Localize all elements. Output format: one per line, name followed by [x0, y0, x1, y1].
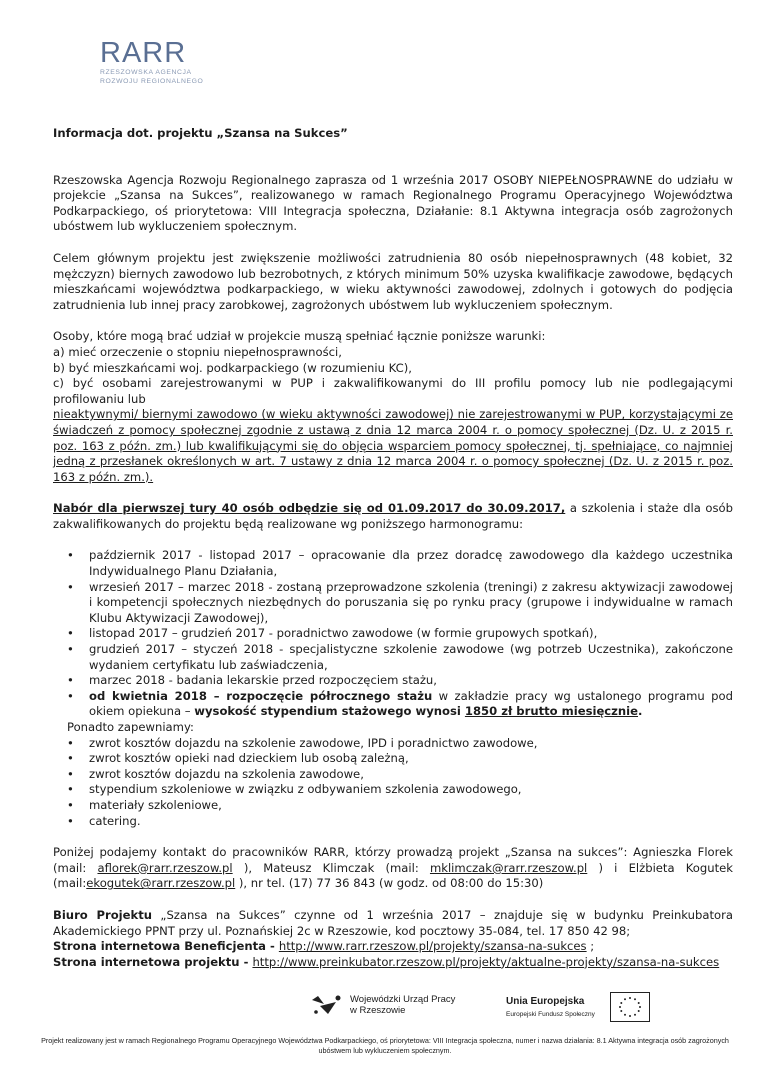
document-body [53, 126, 733, 970]
wup-emblem-icon [310, 992, 344, 1018]
list-item: • wrzesień 2017 – marzec 2018 - zostaną przeprowadzone szkolenia (treningi) z zakresu aktywizacji zawodowej i kompetencji społecznych niezbędnych do poruszania się po rynku pracy (grupowe i indywidualne w ramach Klubu Aktywizacji Zawodowej), [89, 580, 733, 627]
office-label: Biuro Projektu [53, 907, 153, 922]
internship-item: • od kwietnia 2018 – rozpoczęcie półrocznego stażu w zakładzie pracy wg ustalonego programu pod okiem opiekuna – wysokość stypendium stażowego wynosi 1850 zł brutto miesięcznie. [89, 689, 733, 720]
goal-paragraph: Celem głównym projektu jest zwiększenie możliwości zatrudnienia 80 osób niepełnosprawnych (48 kobiet, 32 mężczyzn) biernych zawodowo lub bezrobotnych, z których minimum 50% uzyska kwalifikacje zawodowe, będących mieszkańcami województwa podkarpackiego, w wieku aktywności zawodowej, zdolnych i gotowych do podjęcia zatrudnienia lub innej pracy zarobkowej, zagrożonych ubóstwem lub wykluczeniem społecznym. [53, 250, 733, 312]
condition-c-detail: nieaktywnymi/ biernymi zawodowo (w wieku aktywności zawodowej) nie zarejestrowanymi w PUP, korzystającymi ze świadczeń z pomocy społecznej zgodnie z ustawą z dnia 12 marca 2004 r. o pomocy społecznej (Dz. U. z 2015 r. poz. 163 z późn. zm.) lub kwalifikującymi się do objęcia wsparciem pomocy społecznej, tj. spełniające, co najmniej jedną z przesłanek określonych w art. 7 ustawy z dnia 12 marca 2004 r. o pomocy społecznej (Dz. U. z 2015 r. poz. 163 z późn. zm.). [53, 407, 733, 484]
internship-text: w zakładzie pracy wg ustalonego programu pod okiem opiekuna – [89, 688, 733, 719]
list-item: • stypendium szkoleniowe w związku z odbywaniem szkolenia zawodowego, [89, 782, 733, 798]
wup-line-1: Wojewódzki Urząd Pracy [350, 994, 456, 1005]
condition-b: b) być mieszkańcami woj. podkarpackiego (w rozumieniu KC), [53, 360, 412, 375]
eu-subtitle: Europejski Fundusz Społeczny [506, 1011, 595, 1018]
eu-label [506, 996, 595, 1019]
list-item: • materiały szkoleniowe, [89, 798, 733, 814]
footer-note: Projekt realizowany jest w ramach Regionalnego Programu Operacyjnego Województwa Podkarpackiego, oś priorytetowa: VIII Integracja społeczna, numer i nazwa działania: 8.1 Aktywna integracja osób zagrożonych ubóstwem lub wykluczeniem społecznym. [41, 1036, 729, 1055]
logo-name: RARR [100, 37, 187, 69]
email-link-florek[interactable]: aflorek@rarr.rzeszow.pl [97, 860, 233, 875]
list-item: • catering. [89, 814, 733, 830]
stipend-label: wysokość stypendium stażowego wynosi [194, 704, 465, 719]
list-item: • marzec 2018 - badania lekarskie przed rozpoczęciem stażu, [89, 673, 733, 689]
recruitment-paragraph [53, 501, 733, 532]
footer-logos [310, 992, 670, 1032]
list-item: • październik 2017 - listopad 2017 – opracowanie dla przez doradcę zawodowego dla każdego uczestnika Indywidualnego Planu Działania, [89, 548, 733, 579]
logo-line-2: ROZWOJU REGIONALNEGO [100, 78, 204, 85]
conditions-intro: Osoby, które mogą brać udział w projekcie muszą spełniać łącznie poniższe warunki: [53, 329, 546, 344]
document-title: Informacja dot. projektu „Szansa na Sukces” [53, 126, 348, 140]
intro-paragraph: Rzeszowska Agencja Rozwoju Regionalnego zaprasza od 1 września 2017 OSOBY NIEPEŁNOSPRAWNE do udziału w projekcie „Szansa na Sukces”, realizowanego w ramach Regionalnego Programu Operacyjnego Województwa Podkarpackiego, oś priorytetowa: VIII Integracja społeczna, Działanie: 8.1 Aktywna integracja osób zagrożonych ubóstwem lub wykluczeniem społecznym. [53, 172, 733, 234]
recruitment-dates: Nabór dla pierwszej tury 40 osób odbędzie się od 01.09.2017 do 30.09.2017, [53, 501, 566, 516]
beneficiary-website: Strona internetowa Beneficjenta - http://www.rarr.rzeszow.pl/projekty/szansa-na-sukces ; [53, 939, 595, 954]
list-item: • listopad 2017 – grudzień 2017 - poradnictwo zawodowe (w formie grupowych spotkań), [89, 626, 733, 642]
wup-logo [310, 992, 455, 1018]
office-paragraph: Biuro Projektu „Szansa na Sukces” czynne od 1 września 2017 – znajduje się w budynku Preinkubatora Akademickiego PPNT przy ul. Poznańskiej 2c w Rzeszowie, kod pocztowy 35-084, tel. 17 850 42 98; [53, 907, 733, 938]
email-link-kogutek[interactable]: ekogutek@rarr.rzeszow.pl [86, 876, 236, 891]
condition-a: a) mieć orzeczenie o stopniu niepełnosprawności, [53, 344, 342, 359]
condition-c: c) być osobami zarejestrowanymi w PUP i zakwalifikowanymi do III profilu pomocy lub nie podlegającymi profilowaniu lub [53, 376, 733, 406]
list-item: • zwrot kosztów dojazdu na szkolenie zawodowe, IPD i poradnictwo zawodowe, [89, 736, 733, 752]
wup-line-2: w Rzeszowie [350, 1005, 406, 1016]
list-item: • zwrot kosztów opieki nad dzieckiem lub osobą zależną, [89, 751, 733, 767]
stipend-amount: 1850 zł brutto miesięcznie [464, 704, 639, 719]
contact-paragraph: Poniżej podajemy kontakt do pracowników RARR, którzy prowadzą projekt „Szansa na sukces”: Agnieszka Florek (mail: aflorek@rarr.rzeszow.pl ), Mateusz Klimczak (mail: mklimczak@rarr.rzeszow.pl ) i Elżbieta Kogutek (mail:ekogutek@rarr.rzeszow.pl ), nr tel. (17) 77 36 843 (w godz. od 08:00 do 15:30) [53, 845, 733, 891]
recruitment-rest: a szkolenia i staże dla osób zakwalifikowanych do projektu będą realizowane wg poniższego harmonogramu: [53, 501, 733, 531]
internship-start: od kwietnia 2018 – rozpoczęcie półrocznego stażu [89, 688, 433, 703]
email-link-klimczak[interactable]: mklimczak@rarr.rzeszow.pl [429, 860, 588, 875]
project-link[interactable]: http://www.preinkubator.rzeszow.pl/projekty/aktualne-projekty/szansa-na-sukces [252, 954, 720, 969]
logo-line-1: RZESZOWSKA AGENCJA [100, 69, 192, 76]
list-item: • zwrot kosztów dojazdu na szkolenia zawodowe, [89, 767, 733, 783]
provide-intro: Ponadto zapewniamy: [67, 720, 194, 734]
beneficiary-link[interactable]: http://www.rarr.rzeszow.pl/projekty/szansa-na-sukces [278, 939, 587, 954]
list-item: • grudzień 2017 – styczeń 2018 - specjalistyczne szkolenie zawodowe (wg potrzeb Uczestnika), zakończone wydaniem certyfikatu lub zaświadczenia, [89, 642, 733, 673]
provide-list [53, 736, 733, 830]
rarr-logo [100, 38, 220, 86]
project-website: Strona internetowa projektu - http://www.preinkubator.rzeszow.pl/projekty/aktualne-projekty/szansa-na-sukces [53, 954, 720, 969]
eu-title: Unia Europejska [506, 996, 585, 1007]
eu-flag-icon [610, 992, 650, 1022]
schedule-list [53, 548, 733, 720]
